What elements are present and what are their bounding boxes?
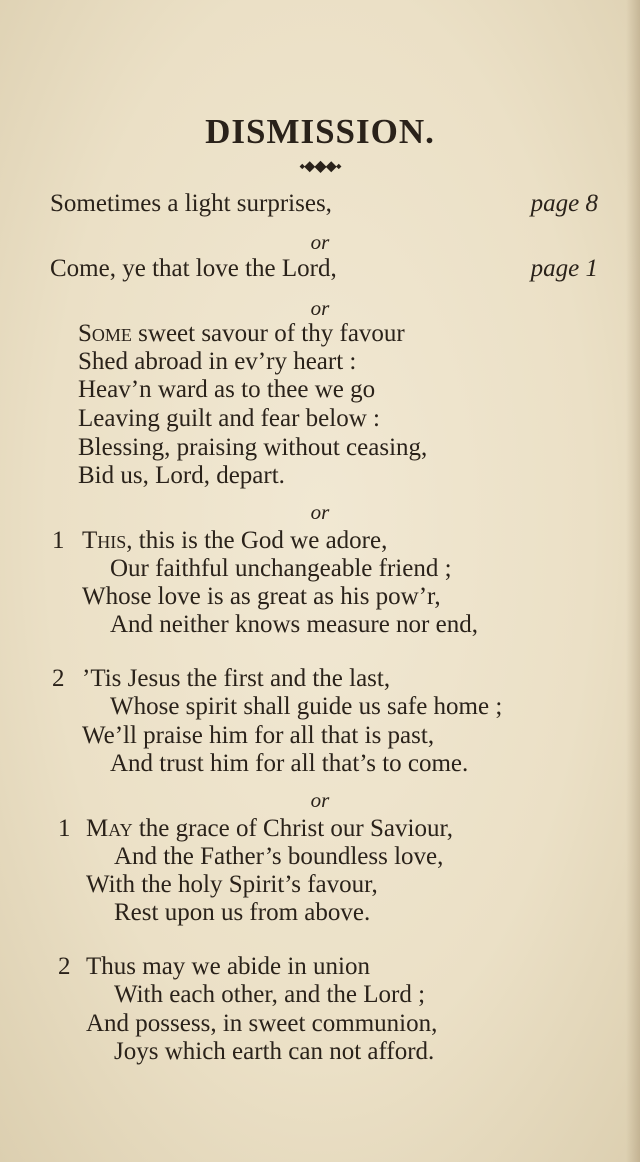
first-word: May <box>86 815 133 842</box>
hymn-line: Heav’n ward as to thee we go <box>78 376 376 403</box>
verse-number: 2 <box>58 953 71 980</box>
hymn-line: Shed abroad in ev’ry heart : <box>78 348 357 375</box>
first-word: Some <box>78 320 132 347</box>
verse-number: 1 <box>58 815 71 842</box>
hymn-line: Blessing, praising without ceasing, <box>78 434 428 461</box>
hymn-reference-1 <box>50 190 598 218</box>
verse-number: 2 <box>52 665 65 692</box>
first-word: This <box>82 527 127 554</box>
or-separator: or <box>310 296 330 320</box>
hymn-line: And possess, in sweet communion, <box>86 1010 438 1037</box>
reference-page: page 1 <box>530 255 598 282</box>
hymn-line: We’ll praise him for all that is past, <box>82 722 435 749</box>
hymn-line: Joys which earth can not afford. <box>114 1038 435 1065</box>
hymn-line: Whose love is as great as his pow’r, <box>82 583 441 610</box>
hymn-reference-2 <box>50 255 598 283</box>
ornament-divider: ⬩⬥◆⬥⬩ <box>299 158 341 175</box>
page-title: DISMISSION. <box>205 112 435 151</box>
hymn-line: And neither knows measure nor end, <box>110 611 478 638</box>
hymn-line: Some sweet savour of thy favour <box>78 320 405 347</box>
hymn-line: ’Tis Jesus the first and the last, <box>82 665 391 692</box>
hymn-line: Rest upon us from above. <box>114 899 371 926</box>
hymn-line: Bid us, Lord, depart. <box>78 462 285 489</box>
reference-page: page 8 <box>530 190 598 217</box>
or-separator: or <box>310 230 330 254</box>
hymn-line: And trust him for all that’s to come. <box>110 750 469 777</box>
hymn-line: And the Father’s boundless love, <box>114 843 444 870</box>
verse-number: 1 <box>52 527 65 554</box>
hymn-line: With the holy Spirit’s favour, <box>86 871 378 898</box>
or-separator: or <box>310 500 330 524</box>
hymn-line: May the grace of Christ our Saviour, <box>86 815 454 842</box>
reference-text: Come, ye that love the Lord, <box>50 255 337 282</box>
hymn-line: Whose spirit shall guide us safe home ; <box>110 693 503 720</box>
hymn-line: With each other, and the Lord ; <box>114 981 426 1008</box>
or-separator: or <box>310 788 330 812</box>
hymn-line: Thus may we abide in union <box>86 953 370 980</box>
hymn-line: This, this is the God we adore, <box>82 527 388 554</box>
hymn-line: Our faithful unchangeable friend ; <box>110 555 452 582</box>
hymn-line: Leaving guilt and fear below : <box>78 405 380 432</box>
reference-text: Sometimes a light surprises, <box>50 190 332 217</box>
